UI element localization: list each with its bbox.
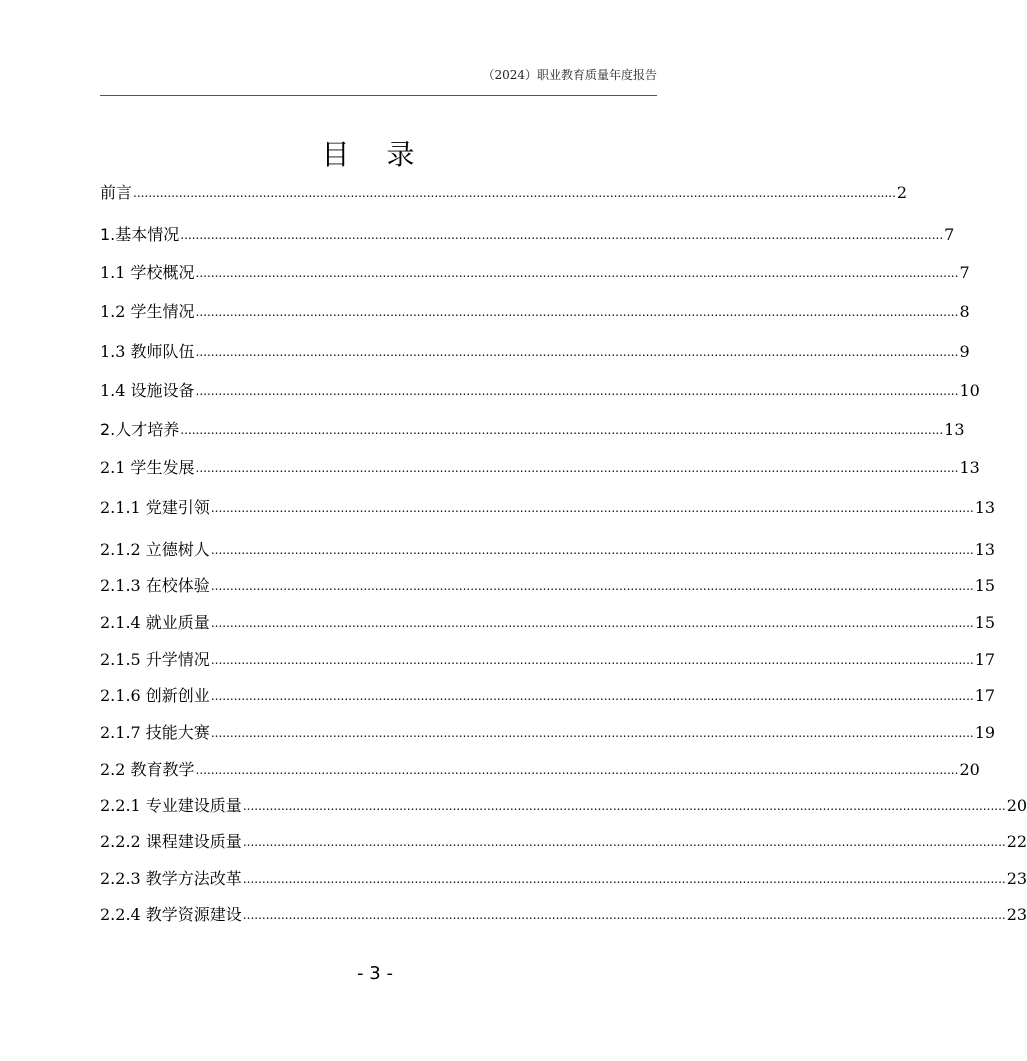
toc-entry[interactable] [100, 339, 970, 361]
toc-leader-dots: ........................................................................................................................................................................................................ [195, 763, 959, 777]
toc-entry[interactable] [100, 866, 1027, 888]
toc-entry[interactable] [100, 537, 996, 559]
toc-leader-dots: ........................................................................................................................................................................................................ [195, 305, 959, 319]
toc-leader-dots: ........................................................................................................................................................................................................ [242, 872, 1006, 886]
toc-leader-dots: ........................................................................................................................................................................................................ [210, 653, 974, 667]
toc-leader-dots: ........................................................................................................................................................................................................ [210, 616, 974, 630]
toc-entry-label: 2.1.3 在校体验 [100, 576, 210, 595]
toc-leader-dots: ........................................................................................................................................................................................................ [180, 228, 944, 242]
toc-entry[interactable] [100, 647, 996, 669]
toc-entry-label: 前言 [100, 183, 133, 202]
toc-entry[interactable] [100, 180, 908, 202]
toc-entry-page: 17 [974, 650, 996, 669]
toc-entry[interactable] [100, 495, 996, 517]
toc-entry-page: 10 [959, 381, 980, 400]
toc-entry-page: 2 [896, 183, 908, 202]
toc-entry-page: 22 [1006, 832, 1027, 851]
toc-leader-dots: ........................................................................................................................................................................................................ [210, 501, 974, 515]
toc-entry-label: 1.2 学生情况 [100, 302, 195, 321]
toc-leader-dots: ........................................................................................................................................................................................................ [242, 908, 1006, 922]
toc-entry-label: 1.基本情况 [100, 225, 180, 244]
toc-entry-page: 13 [974, 540, 996, 559]
header-divider [100, 95, 657, 96]
toc-entry-page: 13 [944, 420, 965, 439]
toc-leader-dots: ........................................................................................................................................................................................................ [195, 266, 959, 280]
toc-entry-page: 8 [959, 302, 970, 321]
toc-entry-page: 13 [959, 458, 980, 477]
toc-entry-label: 2.2.2 课程建设质量 [100, 832, 242, 851]
toc-entry-page: 23 [1006, 905, 1027, 924]
toc-leader-dots: ........................................................................................................................................................................................................ [133, 186, 896, 200]
toc-entry-label: 2.1.6 创新创业 [100, 686, 210, 705]
toc-entry[interactable] [100, 757, 980, 779]
toc-entry[interactable] [100, 378, 980, 400]
toc-entry-page: 7 [959, 263, 970, 282]
toc-entry-label: 2.1.5 升学情况 [100, 650, 210, 669]
toc-entry-page: 17 [974, 686, 996, 705]
page-number: - 3 - [357, 963, 393, 984]
toc-entry-page: 15 [974, 576, 996, 595]
page-title: 目 录 [321, 138, 429, 171]
toc-entry-label: 2.2.4 教学资源建设 [100, 905, 242, 924]
toc-entry[interactable] [100, 260, 970, 282]
toc-entry-page: 20 [959, 760, 980, 779]
toc-entry-label: 1.1 学校概况 [100, 263, 195, 282]
toc-leader-dots: ........................................................................................................................................................................................................ [210, 579, 974, 593]
toc-leader-dots: ........................................................................................................................................................................................................ [210, 726, 974, 740]
toc-entry[interactable] [100, 610, 996, 632]
toc-entry-label: 1.3 教师队伍 [100, 342, 195, 361]
toc-entry-page: 19 [974, 723, 996, 742]
toc-entry-label: 2.1.1 党建引领 [100, 498, 210, 517]
toc-leader-dots: ........................................................................................................................................................................................................ [195, 384, 959, 398]
toc-entry[interactable] [100, 902, 1027, 924]
toc-entry-label: 1.4 设施设备 [100, 381, 195, 400]
toc-entry-label: 2.1.4 就业质量 [100, 613, 210, 632]
toc-entry-page: 23 [1006, 869, 1027, 888]
toc-entry[interactable] [100, 720, 996, 742]
toc-entry[interactable] [100, 299, 970, 321]
toc-entry[interactable] [100, 793, 1027, 815]
toc-leader-dots: ........................................................................................................................................................................................................ [195, 345, 959, 359]
toc-entry[interactable] [100, 417, 965, 439]
toc-entry-label: 2.2.1 专业建设质量 [100, 796, 242, 815]
toc-leader-dots: ........................................................................................................................................................................................................ [242, 799, 1006, 813]
toc-leader-dots: ........................................................................................................................................................................................................ [210, 689, 974, 703]
toc-leader-dots: ........................................................................................................................................................................................................ [210, 543, 974, 557]
toc-entry-label: 2.人才培养 [100, 420, 180, 439]
toc-entry-page: 13 [974, 498, 996, 517]
toc-entry-page: 15 [974, 613, 996, 632]
toc-entry-label: 2.2.3 教学方法改革 [100, 869, 242, 888]
toc-entry[interactable] [100, 829, 1027, 851]
toc-entry-page: 7 [944, 225, 955, 244]
toc-entry-label: 2.2 教育教学 [100, 760, 195, 779]
toc-entry[interactable] [100, 573, 996, 595]
toc-entry-label: 2.1.7 技能大赛 [100, 723, 210, 742]
toc-entry-page: 20 [1006, 796, 1027, 815]
toc-entry-label: 2.1 学生发展 [100, 458, 195, 477]
toc-leader-dots: ........................................................................................................................................................................................................ [180, 423, 944, 437]
toc-entry-page: 9 [959, 342, 970, 361]
toc-entry[interactable] [100, 455, 980, 477]
toc-leader-dots: ........................................................................................................................................................................................................ [195, 461, 959, 475]
running-header: （2024）职业教育质量年度报告 [482, 68, 657, 82]
toc-entry-label: 2.1.2 立德树人 [100, 540, 210, 559]
toc-entry[interactable] [100, 683, 996, 705]
toc-entry[interactable] [100, 222, 955, 244]
toc-leader-dots: ........................................................................................................................................................................................................ [242, 835, 1006, 849]
